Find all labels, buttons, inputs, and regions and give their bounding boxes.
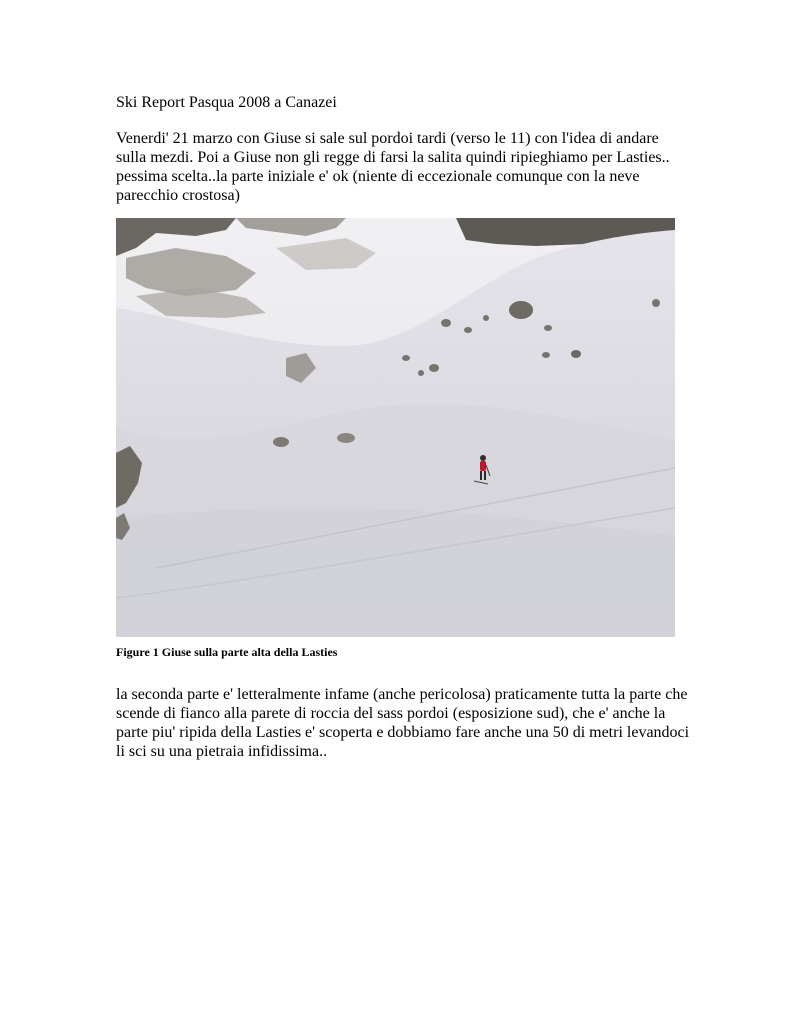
- rock: [429, 364, 439, 372]
- paragraph-line: scende di fianco alla parete di roccia del sass pordoi (esposizione sud), che e' anche la: [116, 705, 666, 722]
- rock: [273, 437, 289, 447]
- rock: [464, 327, 472, 333]
- snow-slope-photo: [116, 218, 675, 637]
- paragraph-line: sulla mezdi. Poi a Giuse non gli regge di farsi la salita quindi ripieghiamo per Lasties..: [116, 149, 670, 166]
- paragraph-line: pessima scelta..la parte iniziale e' ok (niente di eccezionale comunque con la neve: [116, 168, 640, 185]
- rock: [441, 319, 451, 327]
- rock: [418, 370, 424, 376]
- paragraph-line: la seconda parte e' letteralmente infame (anche pericolosa) praticamente tutta la parte che: [116, 686, 688, 703]
- rock: [542, 352, 550, 358]
- rock: [652, 299, 660, 307]
- paragraph-line: li sci su una pietraia infidissima..: [116, 743, 328, 760]
- rock: [337, 433, 355, 443]
- figure-photo-snow-slope: [116, 218, 675, 637]
- figure-caption: Figure 1 Giuse sulla parte alta della Lasties: [116, 645, 338, 659]
- rock: [483, 315, 489, 321]
- paragraph-line: parte piu' ripida della Lasties e' scoperta e dobbiamo fare anche una 50 di metri levandoci: [116, 724, 690, 741]
- paragraph-continued: [116, 685, 689, 761]
- paragraph-intro: [116, 129, 670, 205]
- rock: [544, 325, 552, 331]
- rock: [509, 301, 533, 319]
- rock: [571, 350, 581, 358]
- rock: [402, 355, 410, 361]
- paragraph-line: parecchio crostosa): [116, 187, 240, 204]
- slope-shadow: [116, 509, 675, 637]
- paragraph-line: Venerdi' 21 marzo con Giuse si sale sul pordoi tardi (verso le 11) con l'idea di andare: [116, 130, 659, 147]
- document-title: Ski Report Pasqua 2008 a Canazei: [116, 94, 337, 111]
